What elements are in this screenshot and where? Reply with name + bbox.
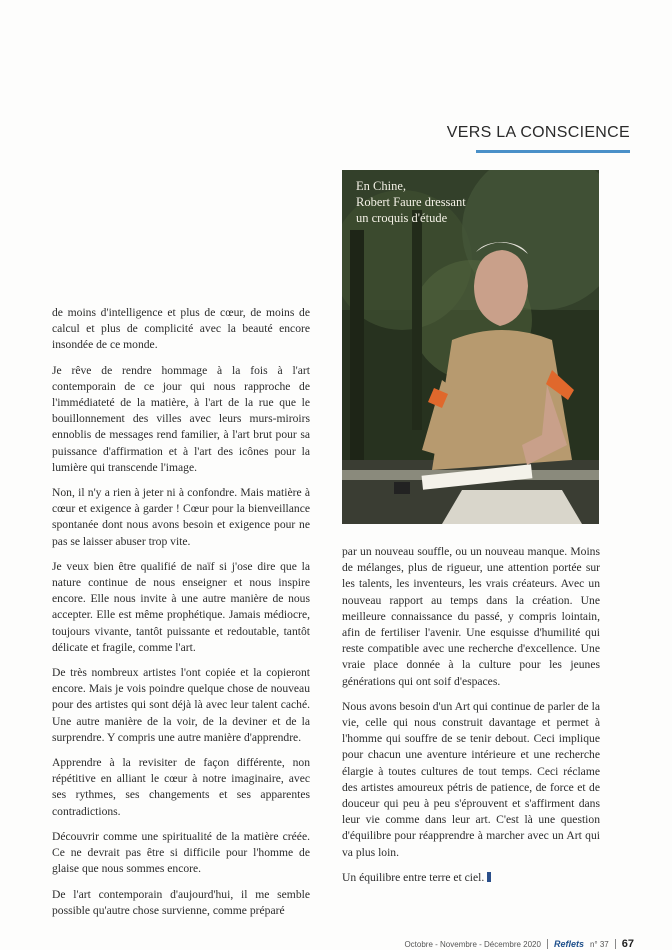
section-rule (476, 150, 630, 153)
footer-brand: Reflets (553, 939, 584, 949)
paragraph: Découvrir comme une spiritualité de la matière créée. Ce ne devrait pas être si difficile pour l'homme de glaise que nous sommes encore. (52, 829, 310, 876)
caption-line: Robert Faure dressant (356, 195, 466, 209)
section-title: VERS LA CONSCIENCE (446, 124, 630, 141)
caption-line: En Chine, (356, 179, 406, 193)
right-column (342, 544, 600, 895)
paragraph: De très nombreux artistes l'ont copiée et la copieront encore. Mais je vois poindre quelque chose de nouveau pour des artistes qui sont déjà là avec leur talent caché. Une autre manière de la voir, de la deviner et de la surprendre. Y compris une autre manière d'apprendre. (52, 666, 310, 744)
paragraph: Non, il n'y a rien à jeter ni à confondre. Mais matière à cœur et exigence à garder ! Cœur pour la bienveillance spontanée dont nous avons besoin et exigence pour ne pas se laisser abuser trop vite. (52, 486, 310, 548)
paragraph: Apprendre à la revisiter de façon différente, non répétitive en alliant le cœur à notre imaginaire, avec ses rythmes, ses changements et ses apparentes contradictions. (52, 756, 310, 818)
footer-issue-number: n° 37 (589, 939, 609, 949)
paragraph: Je veux bien être qualifié de naïf si j'ose dire que la nature continue de nous enseigner et nous inspire encore. Elle nous invite à une autre manière de nous accepter. Elle est même prophétique. Jamais médiocre, toujours vivante, tantôt puissante et redoutable, tantôt délicate et fragile, comme l'art. (52, 559, 310, 654)
paragraph: De l'art contemporain d'aujourd'hui, il me semble possible qu'autre chose survienne, comme préparé (52, 887, 310, 917)
page-number: 67 (621, 938, 634, 950)
section-header (447, 124, 630, 153)
end-mark-icon (487, 872, 491, 882)
closing-paragraph (342, 870, 600, 886)
footer-separator (615, 939, 616, 949)
footer-separator (547, 939, 548, 949)
caption-line: un croquis d'étude (356, 211, 448, 225)
paragraph: par un nouveau souffle, ou un nouveau manque. Moins de mélanges, plus de rigueur, une attention portée sur les talents, les inventeurs, les vrais créateurs. Avec un nouveau rapport au temps dans la création. Une meilleure connaissance du passé, y compris lointain, afin de fertiliser l'avenir. Une esquisse d'humilité qui reste compatible avec une recherche d'excellence. Une vraie place donnée à la culture pour les jeunes générations qui ont soif d'espaces. (342, 545, 600, 688)
closing-text: Un équilibre entre terre et ciel. (342, 870, 485, 884)
footer-issue-date: Octobre - Novembre - Décembre 2020 (404, 939, 541, 949)
paragraph: Je rêve de rendre hommage à la fois à l'art contemporain de ce jour qui nous rapproche de l'immédiateté de la matière, à l'art de la rue que le bouillonnement des villes avec leurs murs-miroirs ennoblis de messages rend familier, à l'art brut pour sa puissance d'affirmation et à l'art des icônes pour la lumière qui transcende l'image. (52, 363, 310, 474)
paragraph: de moins d'intelligence et plus de cœur, de moins de calcul et plus de complicité avec la beauté encore insondée de ce monde. (52, 306, 310, 352)
page-footer (404, 938, 634, 950)
photo-caption (356, 178, 466, 226)
article-photo (342, 170, 599, 524)
left-column (52, 305, 310, 928)
paragraph: Nous avons besoin d'un Art qui continue de parler de la vie, celle qui nous construit davantage et permet à l'homme qui souffre de se tenir debout. Ceci implique pour chacun une aventure intérieure et une recherche élargie à toutes cultures de tout temps. Ceci réclame des artistes amoureux pétris de patience, de force et de douceur qui peu à peu s'éprouvent et s'affirment dans leur vie comme dans leur art. C'est là une question d'équilibre pour réapprendre à marcher avec un Art qui va plus loin. (342, 699, 600, 859)
